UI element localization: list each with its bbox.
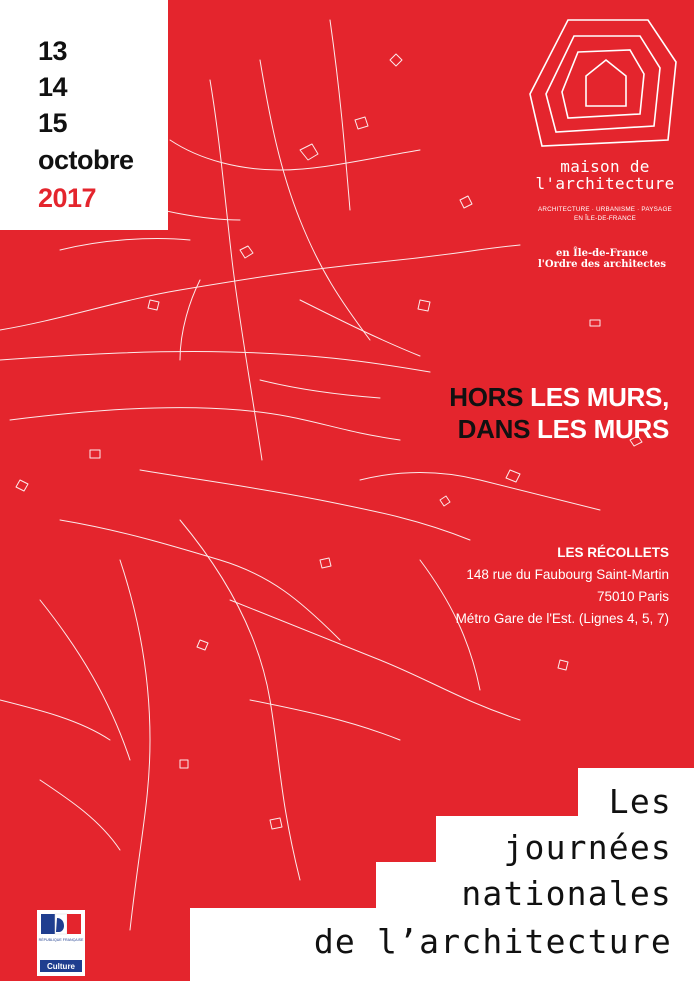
theme-line2-light: LES MURS: [530, 414, 669, 444]
marianne-logo-icon: [37, 910, 85, 976]
theme-line1-dark: HORS: [449, 382, 524, 412]
ordre-line2: l'Ordre des architectes: [538, 259, 666, 270]
date-day-2: 14: [38, 72, 68, 102]
venue-name: LES RÉCOLLETS: [557, 545, 669, 560]
venue-city: 75010 Paris: [596, 589, 669, 604]
organizer-name-line1: maison de: [560, 157, 650, 176]
event-title-line3: nationales: [461, 874, 672, 913]
date-month: octobre: [38, 145, 134, 175]
ministry-label: Culture: [47, 962, 75, 971]
ministry-logo-graphic: [37, 910, 85, 976]
date-day-3: 15: [38, 108, 68, 138]
event-title-line4: de l’architecture: [313, 922, 672, 961]
ordre-line1: en Île-de-France: [555, 248, 648, 259]
theme-line2-dark: DANS: [457, 414, 531, 444]
organizer-name-line2: l'architecture: [535, 174, 675, 193]
theme-line1-light: LES MURS,: [523, 382, 669, 412]
date-day-1: 13: [38, 36, 68, 66]
date-year: 2017: [38, 183, 97, 213]
organizer-tagline-line1: ARCHITECTURE · URBANISME · PAYSAGE: [538, 206, 672, 213]
venue-street: 148 rue du Faubourg Saint-Martin: [466, 567, 669, 582]
venue-metro: Métro Gare de l'Est. (Lignes 4, 5, 7): [455, 611, 669, 626]
event-title-line2: journées: [503, 828, 672, 867]
event-title-line1: Les: [608, 782, 672, 821]
republic-label: RÉPUBLIQUE FRANÇAISE: [38, 938, 84, 942]
organizer-tagline-line2: EN ÎLE-DE-FRANCE: [574, 215, 636, 222]
